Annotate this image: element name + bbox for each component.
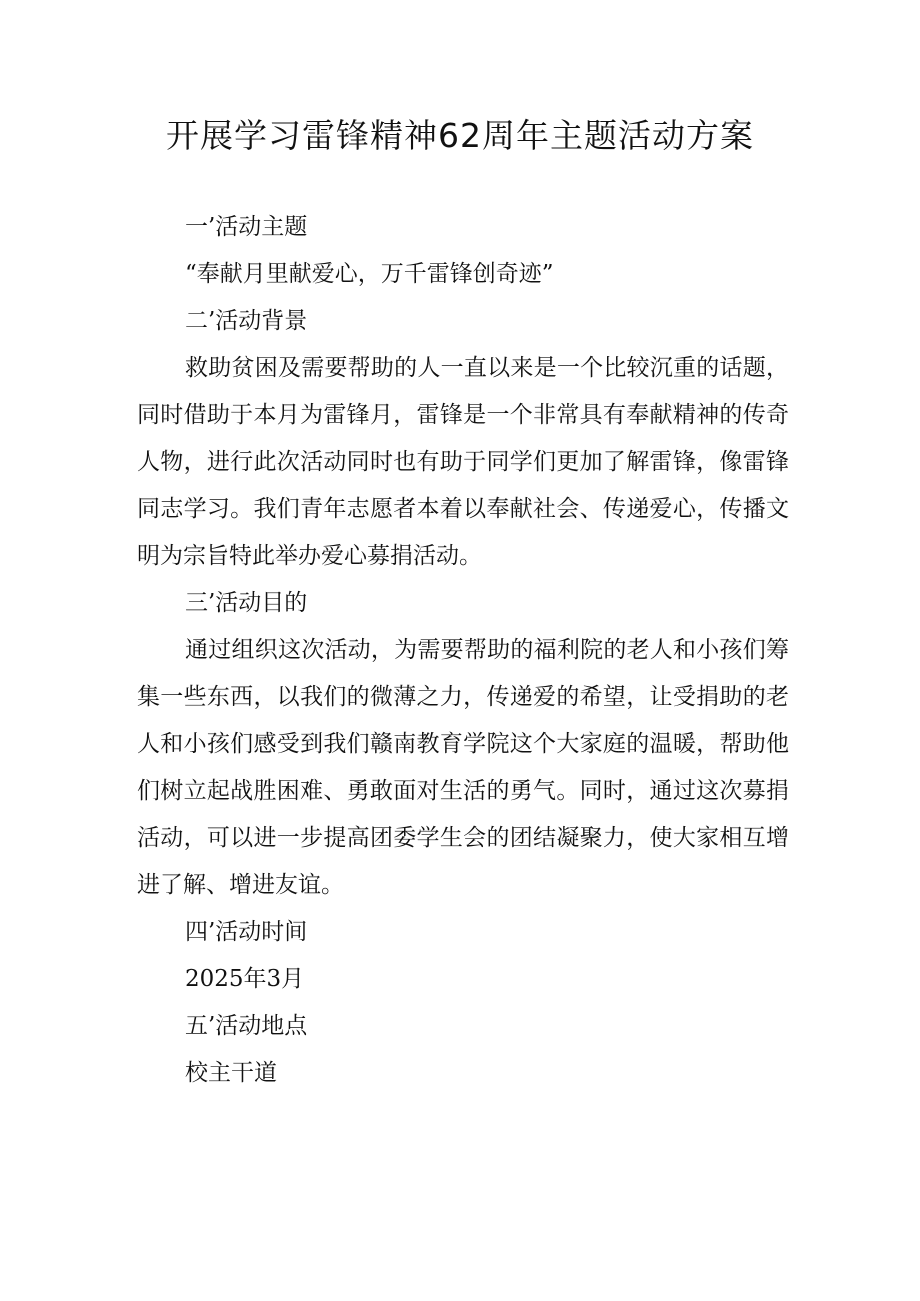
document-body [137, 204, 789, 1097]
section-heading-background: 二’活动背景 [185, 308, 308, 334]
purpose-paragraph: 通过组织这次活动，为需要帮助的福利院的老人和小孩们筹集一些东西，以我们的微薄之力，传递爱的希望，让受捐助的老人和小孩们感受到我们赣南教育学院这个大家庭的温暖，帮助他们树立起战胜困难、勇敢面对生活的勇气。同时，通过这次募捐活动，可以进一步提高团委学生会的团结凝聚力，使大家相互增进了解、增进友谊。 [137, 637, 789, 898]
section-heading-theme: 一’活动主题 [185, 214, 308, 240]
theme-slogan: “奉献月里献爱心，万千雷锋创奇迹” [185, 261, 554, 287]
section-heading-purpose: 三’活动目的 [185, 590, 308, 616]
activity-time-value: 2025年3月 [185, 966, 305, 992]
section-heading-time: 四’活动时间 [185, 919, 308, 945]
background-paragraph: 救助贫困及需要帮助的人一直以来是一个比较沉重的话题，同时借助于本月为雷锋月，雷锋是一个非常具有奉献精神的传奇人物，进行此次活动同时也有助于同学们更加了解雷锋，像雷锋同志学习。我们青年志愿者本着以奉献社会、传递爱心，传播文明为宗旨特此举办爱心募捐活动。 [137, 355, 789, 569]
activity-location-value: 校主干道 [185, 1060, 277, 1086]
section-heading-location: 五’活动地点 [185, 1013, 308, 1039]
document-title: 开展学习雷锋精神62周年主题活动方案 [166, 116, 754, 155]
